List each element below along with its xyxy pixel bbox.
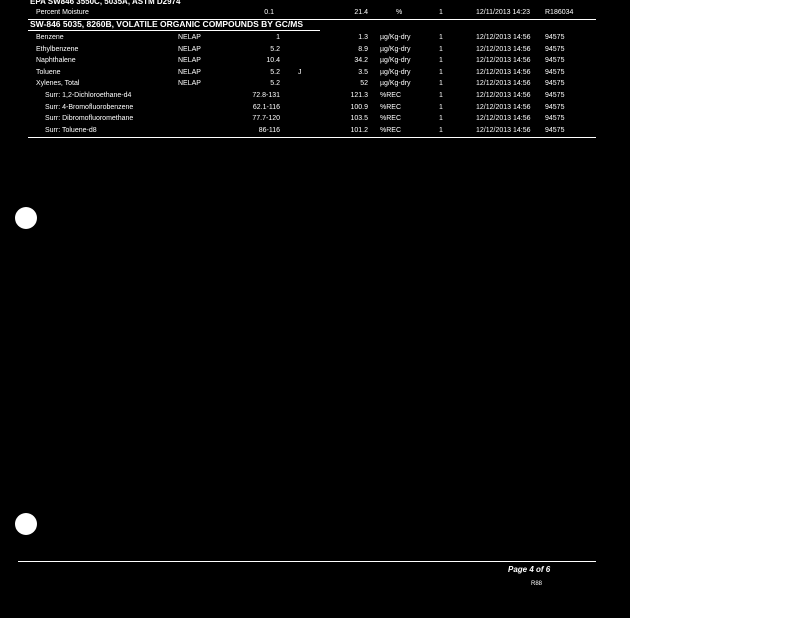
analysis-date: 12/12/2013 14:56 — [476, 92, 531, 99]
units: µg/Kg-dry — [380, 68, 411, 76]
units: %REC — [380, 126, 402, 134]
reporting-limit: 0.1 — [264, 9, 274, 16]
batch-id: 94575 — [545, 103, 565, 111]
batch-id: 94575 — [545, 126, 565, 134]
result-value: 121.3 — [350, 92, 368, 99]
dilution-factor: 1 — [439, 115, 443, 123]
qualifier: J — [298, 68, 302, 76]
analyte-name: Surr: 4-Bromofluorobenzene — [45, 103, 134, 111]
dilution-factor: 1 — [439, 80, 443, 88]
table-bottom-rule — [28, 137, 596, 138]
analyte-name: Naphthalene — [36, 57, 76, 65]
table-row — [0, 55, 630, 66]
batch-id: 94575 — [545, 80, 565, 88]
batch-id: R186034 — [545, 9, 574, 16]
analyte-name: Toluene — [36, 68, 61, 76]
analyte-name: Surr: Toluene-d8 — [45, 126, 97, 134]
units: % — [396, 9, 403, 16]
reporting-limit: 1 — [276, 34, 280, 41]
certification: NELAP — [178, 68, 201, 76]
result-value: 52 — [360, 80, 368, 88]
dilution-factor: 1 — [439, 68, 443, 76]
batch-id: 94575 — [545, 57, 565, 65]
dilution-factor: 1 — [439, 45, 443, 53]
reporting-limit: 86-116 — [258, 126, 280, 134]
result-value: 3.5 — [358, 68, 368, 76]
units: µg/Kg-dry — [380, 80, 411, 88]
result-value: 101.2 — [350, 126, 368, 134]
dilution-factor: 1 — [439, 92, 443, 99]
batch-id: 94575 — [545, 45, 565, 53]
dilution-factor: 1 — [439, 9, 443, 16]
batch-id: 94575 — [545, 34, 565, 41]
dilution-factor: 1 — [439, 103, 443, 111]
moisture-row — [0, 7, 630, 18]
reporting-limit: 62.1-116 — [252, 103, 280, 111]
punch-hole — [15, 207, 37, 229]
moisture-method-header: EPA SW846 3550C, 5035A, ASTM D2974 — [30, 0, 181, 6]
certification: NELAP — [178, 45, 201, 53]
page-number: Page 4 of 6 — [508, 565, 551, 574]
analysis-date: 12/12/2013 14:56 — [476, 126, 531, 134]
table-row — [0, 44, 630, 55]
reporting-limit: 5.2 — [270, 45, 280, 53]
units: µg/Kg-dry — [380, 34, 411, 41]
surrogate-row — [0, 113, 630, 124]
certification: NELAP — [178, 80, 201, 88]
footer-rule — [18, 561, 596, 562]
batch-id: 94575 — [545, 68, 565, 76]
units: %REC — [380, 103, 402, 111]
units: %REC — [380, 92, 402, 99]
certification: NELAP — [178, 34, 201, 41]
analyte-name: Xylenes, Total — [36, 80, 80, 88]
analysis-date: 12/12/2013 14:56 — [476, 80, 531, 88]
surrogate-row — [0, 125, 630, 136]
result-value: 1.3 — [358, 34, 368, 41]
result-value: 103.5 — [350, 115, 368, 123]
reporting-limit: 10.4 — [266, 57, 280, 65]
units: %REC — [380, 115, 402, 123]
analyte-name: Percent Moisture — [36, 9, 89, 16]
units: µg/Kg-dry — [380, 57, 411, 65]
reporting-limit: 77.7-120 — [252, 115, 280, 123]
surrogate-row — [0, 102, 630, 113]
analyte-name: Surr: 1,2-Dichloroethane-d4 — [45, 92, 132, 99]
analyte-name: Ethylbenzene — [36, 45, 79, 53]
reporting-limit: 5.2 — [270, 68, 280, 76]
analysis-date: 12/12/2013 14:56 — [476, 68, 531, 76]
analyte-name: Benzene — [36, 34, 64, 41]
voc-section-title: SW-846 5035, 8260B, VOLATILE ORGANIC COMPOUNDS BY GC/MS — [30, 19, 303, 29]
analysis-date: 12/12/2013 14:56 — [476, 45, 531, 53]
analysis-date: 12/12/2013 14:56 — [476, 103, 531, 111]
dilution-factor: 1 — [439, 126, 443, 134]
dilution-factor: 1 — [439, 34, 443, 41]
reporting-limit: 72.8-131 — [252, 92, 280, 99]
batch-id: 94575 — [545, 115, 565, 123]
dilution-factor: 1 — [439, 57, 443, 65]
table-row — [0, 32, 630, 43]
certification: NELAP — [178, 57, 201, 65]
reporting-limit: 5.2 — [270, 80, 280, 88]
surrogate-row — [0, 90, 630, 101]
section-title-underline — [28, 30, 320, 31]
analysis-date: 12/12/2013 14:56 — [476, 34, 531, 41]
analysis-date: 12/11/2013 14:23 — [476, 9, 530, 16]
result-value: 8.9 — [358, 45, 368, 53]
result-value: 34.2 — [354, 57, 368, 65]
analysis-date: 12/12/2013 14:56 — [476, 115, 531, 123]
result-value: 100.9 — [350, 103, 368, 111]
footer-mark: R88 — [531, 581, 543, 587]
batch-id: 94575 — [545, 92, 565, 99]
punch-hole — [15, 513, 37, 535]
table-row — [0, 67, 630, 78]
table-row — [0, 78, 630, 89]
analysis-date: 12/12/2013 14:56 — [476, 57, 531, 65]
units: µg/Kg-dry — [380, 45, 411, 53]
analyte-name: Surr: Dibromofluoromethane — [45, 115, 134, 123]
result-value: 21.4 — [354, 9, 368, 16]
